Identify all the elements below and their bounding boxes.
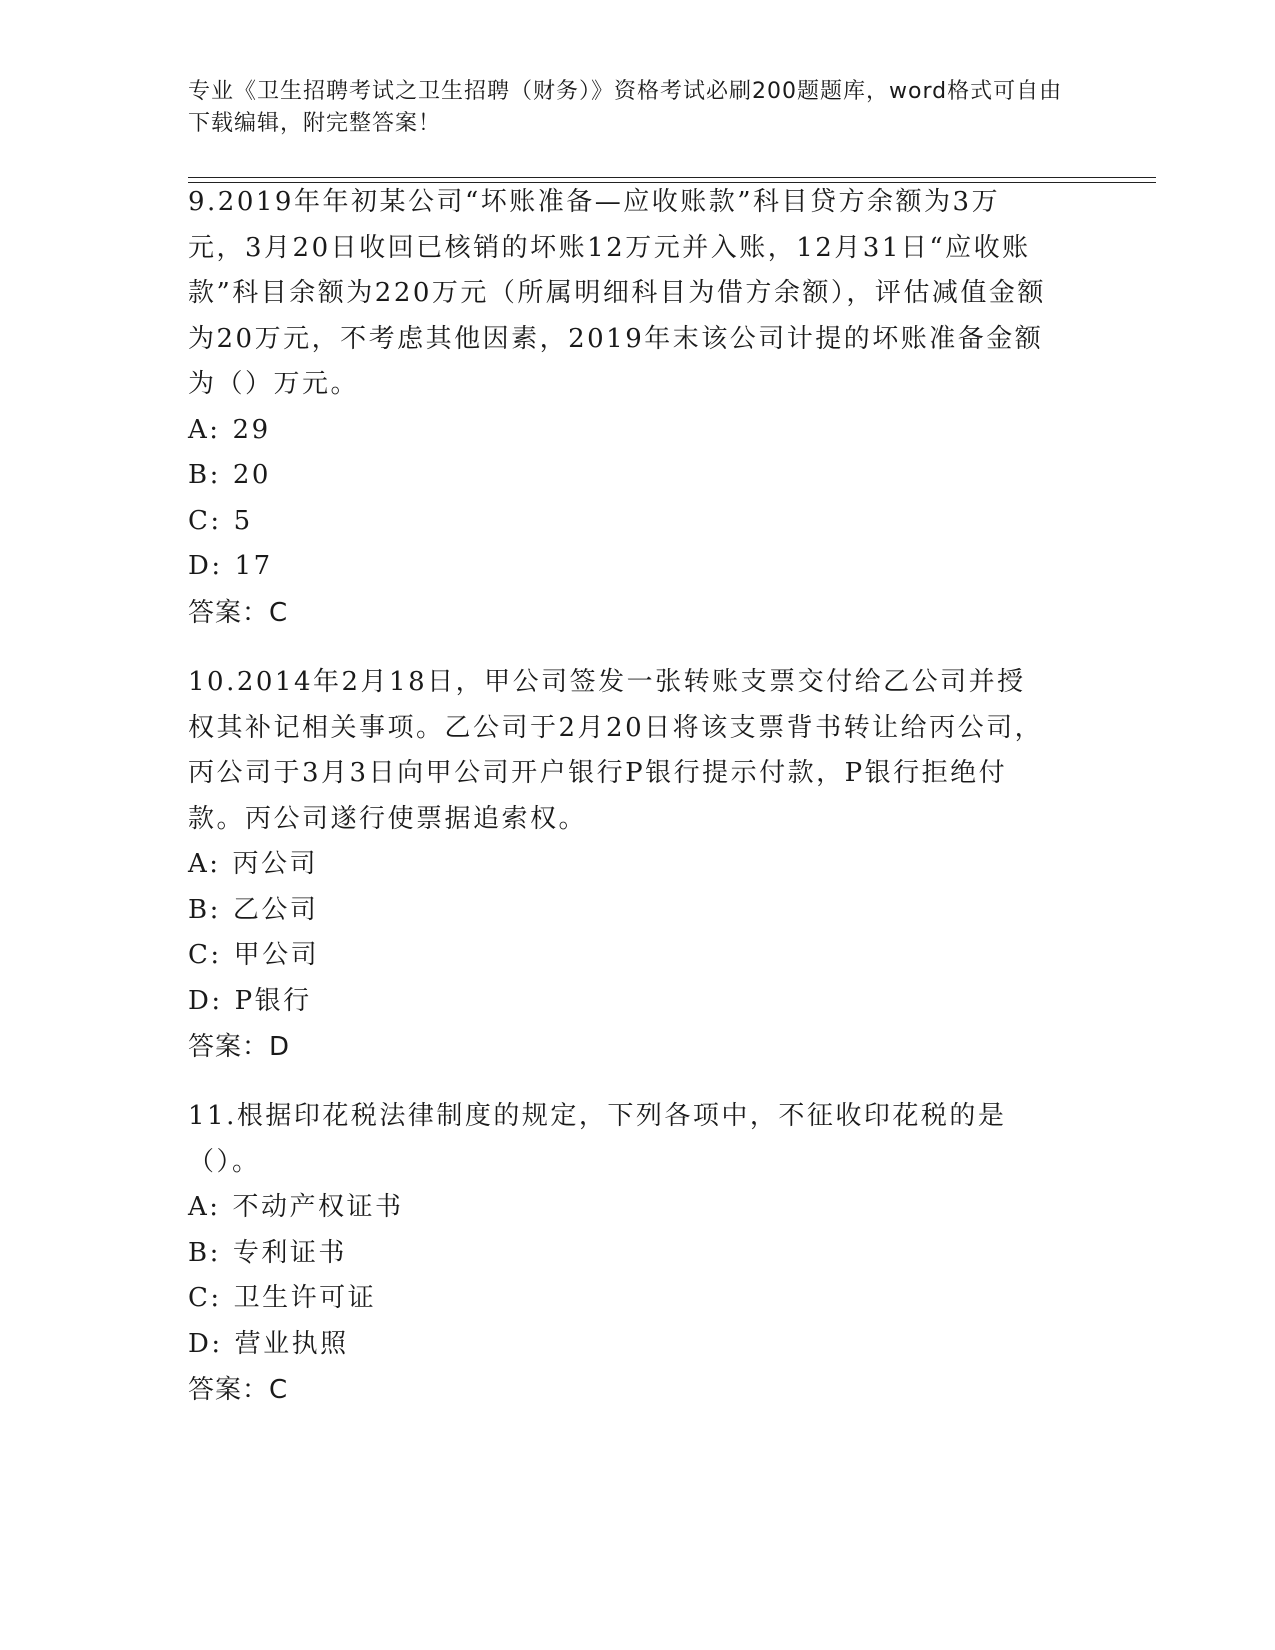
option-letter: C [188,505,211,536]
question-9 [188,180,1048,636]
option-text: 卫生许可证 [233,1283,377,1313]
option-separator: : [209,849,221,879]
option-letter: D [188,1328,212,1359]
answer-label: 答案： [188,597,270,628]
option-a [188,408,1048,454]
option-separator: : [210,1283,222,1313]
option-text: 乙公司 [232,894,319,925]
option-text: 20 [232,460,271,490]
option-b [188,1231,1048,1277]
question-stem: 9.2019年年初某公司“坏账准备—应收账款”科目贷方余额为3万元，3月20日收回已核销的坏账12万元并入账，12月31日“应收账款”科目余额为220万元（所属明细科目为借方余额），评估减值金额为20万元，不考虑其他因素，2019年末该公司计提的坏账准备金额为（）万元。 [188,187,1046,399]
header-divider-top [188,177,1156,178]
answer-value: C [269,597,289,628]
option-b [188,888,1048,934]
question-11 [188,1094,1048,1413]
option-separator: : [210,505,222,536]
option-text: P银行 [234,985,312,1016]
option-separator: : [211,551,223,581]
option-letter: B [188,460,210,490]
option-letter: C [188,1283,211,1313]
answer-line [188,1367,1048,1413]
answer-line [188,1024,1048,1070]
option-separator: : [211,1328,223,1359]
option-separator: : [209,1192,221,1222]
option-letter: A [188,414,210,445]
option-c [188,499,1048,545]
option-c [188,933,1048,979]
answer-label: 答案： [188,1375,270,1405]
option-d [188,544,1048,590]
option-text: 5 [233,505,253,536]
option-a [188,842,1048,888]
question-10 [188,660,1048,1070]
question-stem: 10.2014年2月18日，甲公司签发一张转账支票交付给乙公司并授权其补记相关事项。乙公司于2月20日将该支票背书转让给丙公司，丙公司于3月3日向甲公司开户银行P银行提示付款，P银行拒绝付款。丙公司遂行使票据追索权。 [188,667,1044,834]
option-d [188,979,1048,1025]
option-letter: D [188,985,212,1016]
option-letter: B [188,894,210,925]
option-separator: : [209,460,221,490]
answer-value: C [269,1375,289,1405]
option-separator: : [210,940,222,970]
option-letter: A [188,1192,210,1222]
answer-label: 答案： [188,1032,270,1062]
answer-line [188,590,1048,636]
option-separator: : [209,414,221,445]
option-a [188,1185,1048,1231]
question-stem: 11.根据印花税法律制度的规定，下列各项中，不征收印花税的是（）。 [188,1101,1007,1177]
option-separator: : [211,985,223,1016]
option-text: 29 [232,414,271,445]
option-b [188,453,1048,499]
answer-value: D [269,1032,291,1062]
option-text: 丙公司 [232,849,319,879]
option-text: 17 [234,551,273,581]
option-text: 甲公司 [233,940,320,970]
option-separator: : [209,894,221,925]
option-text: 不动产权证书 [232,1192,404,1222]
option-text: 营业执照 [234,1328,349,1359]
option-letter: A [188,849,210,879]
option-letter: B [188,1237,210,1268]
option-text: 专利证书 [232,1237,347,1268]
option-letter: C [188,940,211,970]
document-header: 专业《卫生招聘考试之卫生招聘（财务）》资格考试必刷200题题库，word格式可自由下载编辑，附完整答案！ [188,79,1063,136]
option-separator: : [209,1237,221,1268]
option-d [188,1322,1048,1368]
option-letter: D [188,551,212,581]
option-c [188,1276,1048,1322]
